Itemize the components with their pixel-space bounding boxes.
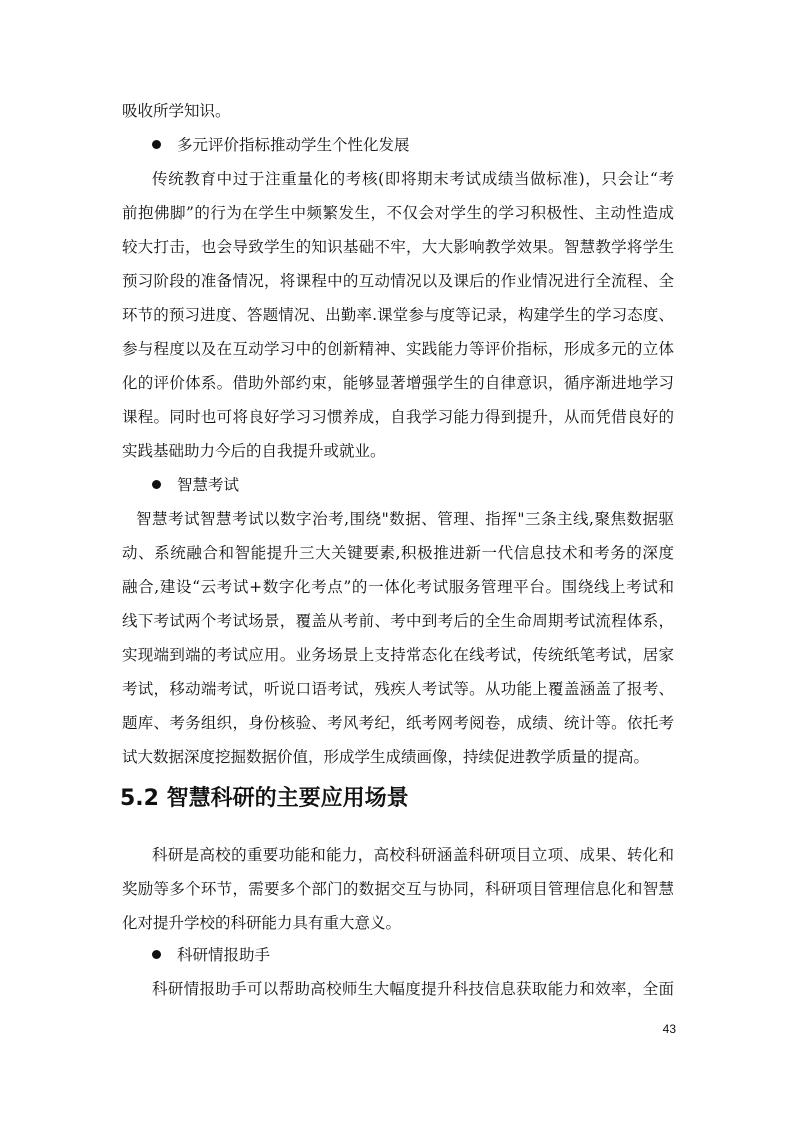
paragraph-line: 奖励等多个环节，需要多个部门的数据交互与协同，科研项目管理信息化和智慧	[122, 880, 674, 898]
page-number: 43	[662, 1022, 676, 1036]
paragraph-line: 试大数据深度挖掘数据价值，形成学生成绩画像，持续促进教学质量的提高。	[122, 748, 650, 766]
paragraph-line: 较大打击，也会导致学生的知识基础不牢，大大影响教学效果。智慧教学将学生	[122, 238, 674, 256]
paragraph-line: 动、系统融合和智能提升三大关键要素,积极推进新一代信息技术和考务的深度	[122, 544, 674, 562]
paragraph-line: 预习阶段的准备情况，将课程中的互动情况以及课后的作业情况进行全流程、全	[122, 272, 674, 290]
paragraph-line: 实现端到端的考试应用。业务场景上支持常态化在线考试，传统纸笔考试，居家	[122, 646, 674, 664]
paragraph-line: 融合,建设“云考试+数字化考点”的一体化考试服务管理平台。围绕线上考试和	[122, 578, 674, 596]
paragraph-line: 环节的预习进度、答题情况、出勤率.课堂参与度等记录，构建学生的学习态度、	[122, 306, 674, 324]
paragraph-line: 传统教育中过于注重量化的考核(即将期末考试成绩当做标准)，只会让“考	[152, 170, 674, 188]
bullet-dot-icon	[152, 950, 161, 959]
paragraph-line: 实践基础助力今后的自我提升或就业。	[122, 442, 386, 460]
paragraph-line: 参与程度以及在互动学习中的创新精神、实践能力等评价指标，形成多元的立体	[122, 340, 674, 358]
paragraph-line: 化对提升学校的科研能力具有重大意义。	[122, 914, 402, 932]
bullet-dot-icon	[152, 140, 161, 149]
section-heading: 5.2 智慧科研的主要应用场景	[120, 786, 409, 811]
bullet-dot-icon	[152, 480, 161, 489]
paragraph-line: 吸收所学知识。	[122, 102, 231, 120]
paragraph-line: 题库、考务组织，身份核验、考风考纪，纸考网考阅卷，成绩、统计等。依托考	[122, 714, 674, 732]
paragraph-line: 智慧考试智慧考试以数字治考,围绕"数据、管理、指挥"三条主线,聚焦数据驱	[136, 510, 674, 528]
paragraph-line: 前抱佛脚”的行为在学生中频繁发生，不仅会对学生的学习积极性、主动性造成	[122, 204, 674, 222]
paragraph-line: 线下考试两个考试场景，覆盖从考前、考中到考后的全生命周期考试流程体系，	[122, 612, 674, 630]
bullet-item	[152, 474, 239, 496]
paragraph-line: 考试，移动端考试，听说口语考试，残疾人考试等。从功能上覆盖涵盖了报考、	[122, 680, 674, 698]
paragraph-line: 科研是高校的重要功能和能力，高校科研涵盖科研项目立项、成果、转化和	[152, 846, 674, 864]
paragraph-line: 课程。同时也可将良好学习习惯养成，自我学习能力得到提升，从而凭借良好的	[122, 408, 674, 426]
bullet-label: 科研情报助手	[177, 946, 271, 964]
paragraph-line: 科研情报助手可以帮助高校师生大幅度提升科技信息获取能力和效率，全面	[152, 980, 674, 998]
bullet-label: 智慧考试	[177, 476, 240, 494]
bullet-label: 多元评价指标推动学生个性化发展	[177, 136, 410, 154]
bullet-item	[152, 944, 270, 966]
paragraph-line: 化的评价体系。借助外部约束，能够显著增强学生的自律意识，循序渐进地学习	[122, 374, 674, 392]
bullet-item	[152, 134, 410, 156]
